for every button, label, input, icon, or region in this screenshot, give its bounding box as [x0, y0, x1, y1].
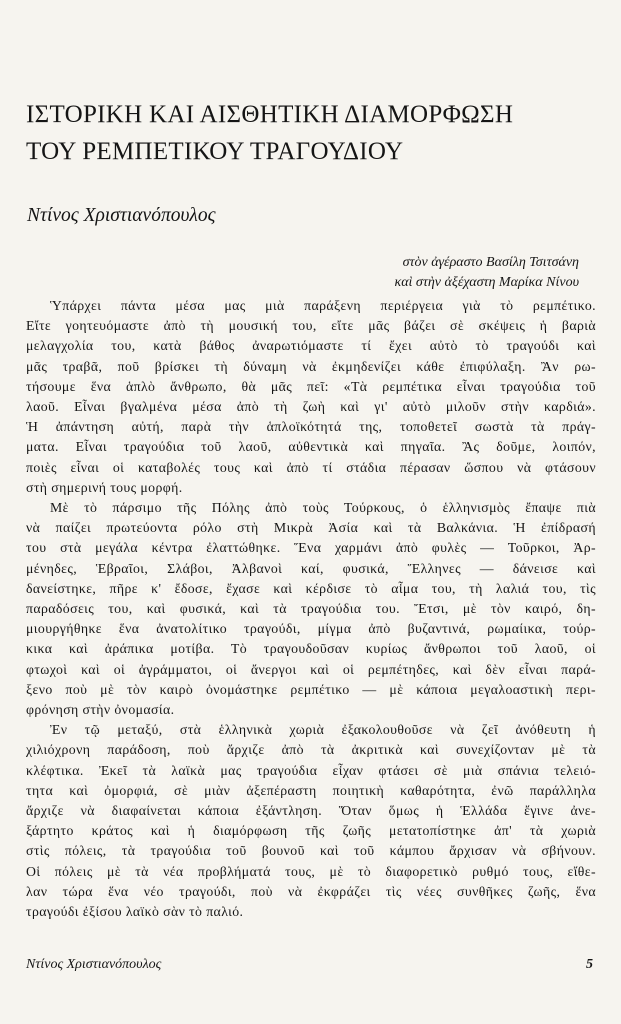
text-line: τητα καὶ ὀμορφιά, σὲ μιὰν ἀξεπέραστη ποιητικὴ καθαρότητα, ἐνῶ παράλληλα [26, 782, 596, 798]
text-line: Ἐν τῷ μεταξύ, στὰ ἑλληνικὰ χωριὰ ἐξακολουθοῦσε νὰ ζεῖ ἀνόθευτη ἡ [50, 722, 596, 738]
text-line: Εἴτε γοητευόμαστε ἀπὸ τὴ μουσική του, εἴτε μᾶς βάζει σὲ σκέψεις ἡ βαριὰ [26, 318, 596, 334]
dedication [394, 253, 579, 293]
article-title [26, 96, 586, 170]
article-body [26, 296, 596, 922]
text-line: μελαγχολία του, κατὰ βάθος ἀναρωτιόμαστε τί ἔχει αὐτὸ τὸ τραγούδι καὶ [26, 338, 596, 354]
text-line: νὰ παίζει πρωτεύοντα ρόλο στὴ Μικρὰ Ἀσία καὶ τὰ Βαλκάνια. Ἡ ἐπίδρασή [26, 520, 596, 536]
text-line: του στὰ μεγάλα κέντρα ἐλαττώθηκε. Ἕνα χαρμάνι ἀπὸ φυλὲς — Τοῦρκοι, Ἀρ- [26, 540, 596, 556]
text-line: Μὲ τὸ πάρσιμο τῆς Πόλης ἀπὸ τοὺς Τούρκους, ὁ ἑλληνισμὸς ἔπαψε πιὰ [50, 500, 596, 516]
text-line: χιλιόχρονη παράδοση, ποὺ ἄρχιζε ἀπὸ τὰ ἀκριτικὰ καὶ συνεχίζονταν μὲ τὰ [26, 742, 596, 758]
text-line: τραγούδι ἐξίσου λαϊκὸ σὰν τὸ παλιό. [26, 904, 244, 920]
text-line: ἄρχιζε νὰ διαφαίνεται κάποια ἐξάντληση. Ὅταν ὅμως ἡ Ἑλλάδα ἔγινε ἀνε- [26, 803, 596, 819]
article-author: Ντίνος Χριστιανόπουλος [27, 205, 216, 226]
text-line: μᾶς τραβᾶ, ποῦ βρίσκει τὴ δύναμη νὰ ἐκμηδενίζει κάθε ἐπιφύλαξη. Ἂν ρω- [26, 358, 596, 374]
dedication-line-1: στὸν ἀγέραστο Βασίλη Τσιτσάνη [402, 255, 579, 270]
text-line: μιουργήθηκε ἕνα ἀνατολίτικο τραγούδι, μίγμα ἀπὸ βυζαντινά, ρωμαίικα, τούρ- [26, 621, 596, 637]
text-line: Ὑπάρχει πάντα μέσα μας μιὰ παράξενη περιέργεια γιὰ τὸ ρεμπέτικο. [50, 298, 596, 313]
text-line: τήσουμε ἕνα ἁπλὸ ἄνθρωπο, θὰ μᾶς πεῖ: «Τὰ ρεμπέτικα εἶναι τραγούδια τοῦ [26, 378, 596, 394]
paragraph [26, 498, 596, 720]
text-line: παραδόσεις του, καὶ φυσικά, καὶ τὰ τραγούδια του. Ἔτσι, μὲ τὸν καιρό, δη- [26, 601, 596, 617]
paragraph [26, 296, 596, 498]
article-title-line-1: ΙΣΤΟΡΙΚΗ ΚΑΙ ΑΙΣΘΗΤΙΚΗ ΔΙΑΜΟΡΦΩΣΗ [26, 101, 514, 128]
dedication-line-2: καὶ στὴν ἀξέχαστη Μαρίκα Νίνου [394, 275, 579, 290]
text-line: λαν τώρα ἕνα νέο τραγούδι, ποὺ νὰ ἐκφράζει τὶς νέες συνθῆκες ζωῆς, ἕνα [26, 883, 596, 899]
text-line: Ἡ ἀπάντηση αὐτή, παρὰ τὴν ἁπλοϊκότητά της, τοποθετεῖ σωστὰ τὰ πράγ- [26, 419, 596, 435]
text-line: κλέφτικα. Ἐκεῖ τὰ λαϊκὰ μας τραγούδια εἶχαν φτάσει σὲ μιὰ σπάνια τελειό- [26, 762, 596, 778]
page-number: 5 [586, 957, 593, 972]
text-line: ματα. Εἶναι τραγούδια τοῦ λαοῦ, αὐθεντικὰ καὶ πηγαῖα. Ἂς δοῦμε, λοιπόν, [26, 439, 596, 455]
paragraph [26, 720, 596, 922]
text-line: δανείστηκε, πῆρε κ' ἔδοσε, ἔχασε καὶ κέρδισε τὸ αἷμα του, τὴ λαλιά του, τὶς [26, 580, 596, 596]
article-title-line-2: ΤΟΥ ΡΕΜΠΕΤΙΚΟΥ ΤΡΑΓΟΥΔΙΟΥ [26, 138, 404, 165]
text-line: ποιὲς εἶναι οἱ καταβολές τους καὶ ἀπὸ τί στάδια πέρασαν ὥσπου νὰ φτάσουν [26, 459, 596, 475]
footer-author: Ντίνος Χριστιανόπουλος [26, 957, 162, 972]
text-line: φτωχοὶ καὶ οἱ ἀγράμματοι, οἱ ἄνεργοι καὶ οἱ ρεμπέτηδες, καὶ δὲν εἶναι παρά- [26, 661, 596, 677]
text-line: φρόνηση στὴν ὀνομασία. [26, 702, 175, 718]
text-line: στὶς πόλεις, τὰ τραγούδια τοῦ βουνοῦ καὶ τοῦ κάμπου ἄρχισαν νὰ σβήνουν. [26, 843, 596, 859]
text-line: ξενο ποὺ μὲ τὸν καιρὸ ὀνομάστηκε ρεμπέτικο — μὲ κάποια μεγαλοαστικὴ περι- [26, 681, 596, 697]
text-line: μένηδες, Ἑβραῖοι, Σλάβοι, Ἀλβανοὶ καί, φυσικά, Ἕλληνες — δάνεισε καὶ [26, 560, 596, 576]
text-line: λαοῦ. Εἶναι βγαλμένα μέσα ἀπὸ τὴ ζωὴ καὶ γι' αὐτὸ μιλοῦν στὴν καρδιά». [26, 399, 596, 415]
text-line: κικα καὶ ἀράπικα μοτίβα. Τὸ τραγουδοῦσαν κυρίως ἄνθρωποι τοῦ λαοῦ, οἱ [26, 641, 596, 657]
text-line: ξάρτητο κράτος καὶ ἡ διαμόρφωση τῆς ζωῆς μετατοπίστηκε ἀπ' τὰ χωριὰ [26, 823, 596, 839]
text-line: στὴ σημερινή τους μορφή. [26, 479, 183, 495]
text-line: Οἱ πόλεις μὲ τὰ νέα προβλήματά τους, μὲ τὸ διαφορετικὸ ρυθμό τους, εἴθε- [26, 863, 596, 879]
